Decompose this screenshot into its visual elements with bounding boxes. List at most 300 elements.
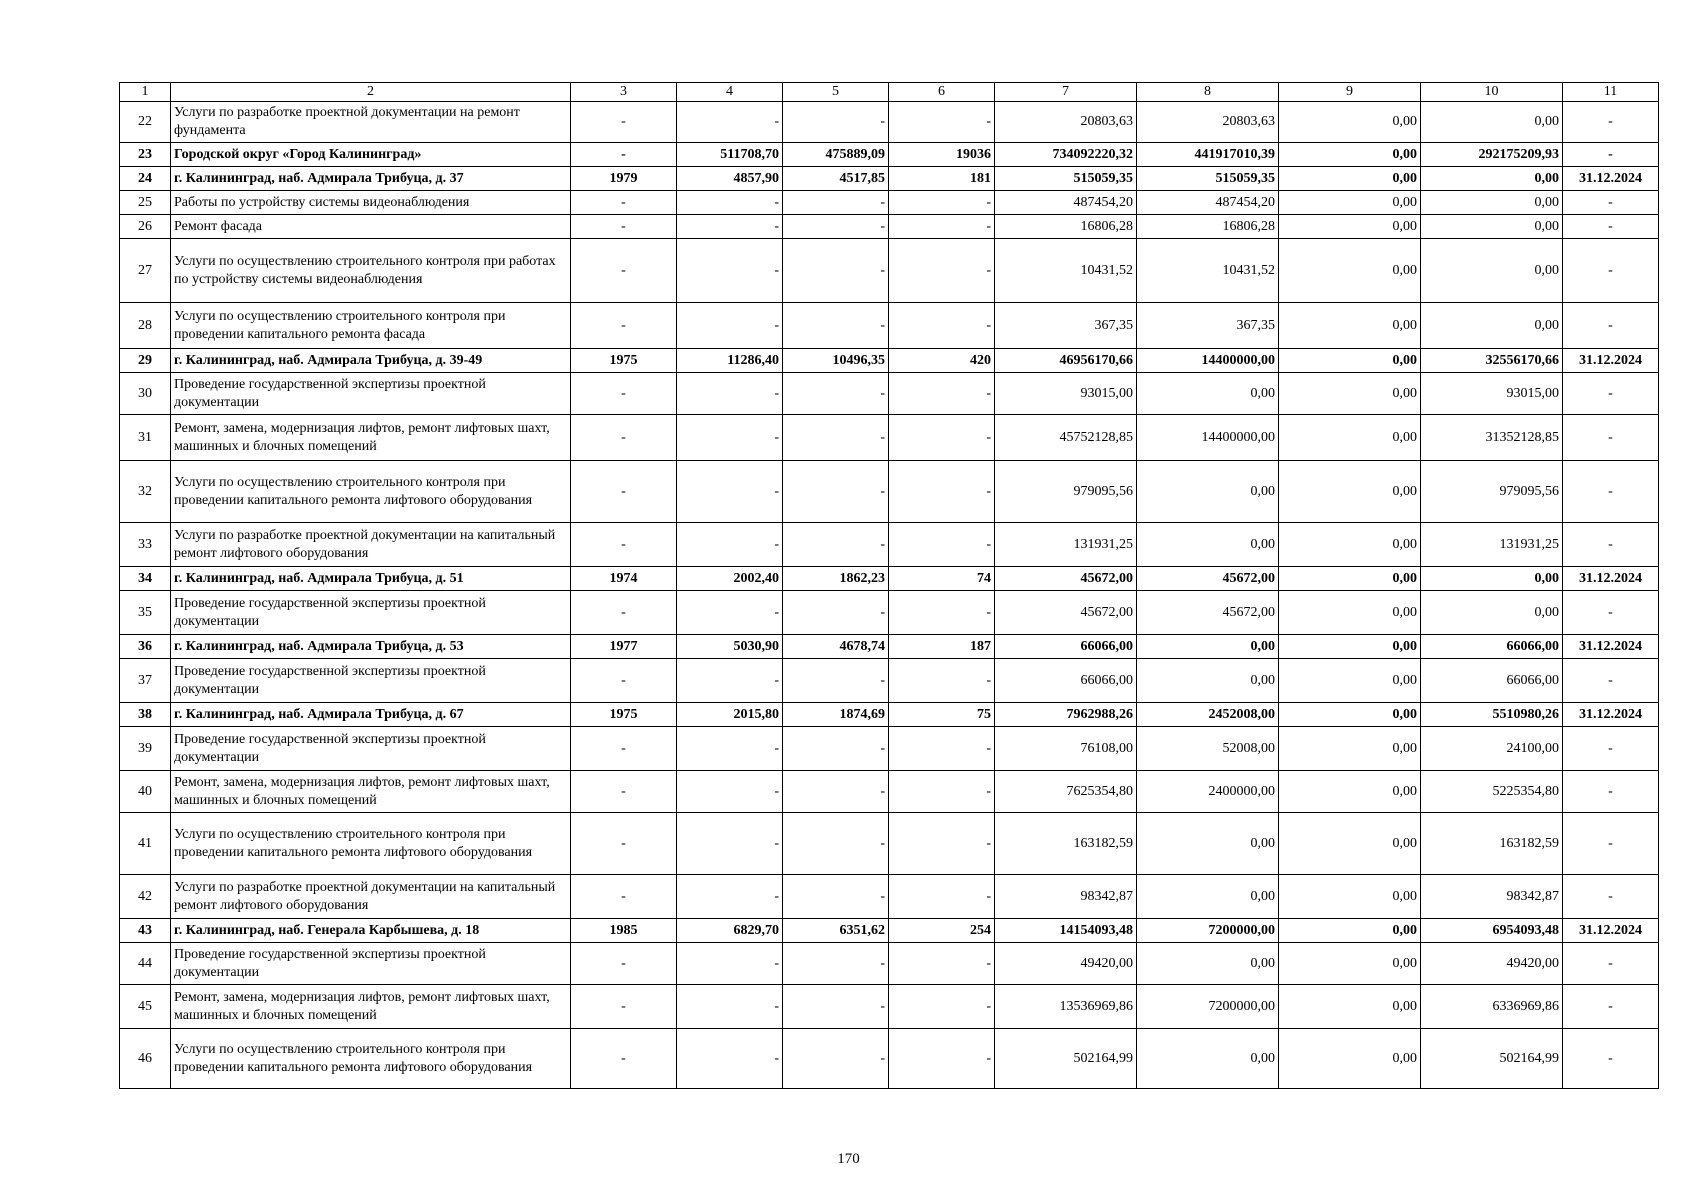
cell-residents: 19036 (889, 143, 995, 167)
cell-total-area: 11286,40 (677, 349, 783, 373)
cell-total-cost: 45672,00 (995, 591, 1137, 635)
cell-cost-budget: 0,00 (1279, 523, 1421, 567)
cell-cost-budget: 0,00 (1279, 985, 1421, 1029)
cell-row-number: 24 (120, 167, 171, 191)
cell-cost-fund: 0,00 (1137, 813, 1279, 875)
cell-living-area: - (783, 303, 889, 349)
cell-cost-budget: 0,00 (1279, 943, 1421, 985)
cell-residents: 181 (889, 167, 995, 191)
cell-living-area: 4678,74 (783, 635, 889, 659)
cell-total-area: - (677, 102, 783, 143)
cell-residents: - (889, 943, 995, 985)
cell-total-area: 2002,40 (677, 567, 783, 591)
cell-row-number: 29 (120, 349, 171, 373)
cell-total-area: - (677, 727, 783, 771)
cell-residents: 74 (889, 567, 995, 591)
cell-work-name: Услуги по разработке проектной документации на капитальный ремонт лифтового оборудования (171, 875, 571, 919)
cell-row-number: 46 (120, 1029, 171, 1089)
cell-total-cost: 16806,28 (995, 215, 1137, 239)
cell-deadline: - (1563, 1029, 1659, 1089)
cell-row-number: 42 (120, 875, 171, 919)
cell-total-area: - (677, 373, 783, 415)
cell-deadline: - (1563, 943, 1659, 985)
cell-build-year: - (571, 373, 677, 415)
cell-cost-budget: 0,00 (1279, 813, 1421, 875)
table-row-work (120, 373, 1659, 415)
cell-deadline: - (1563, 215, 1659, 239)
cell-row-number: 39 (120, 727, 171, 771)
cell-cost-owners: 98342,87 (1421, 875, 1563, 919)
cell-cost-budget: 0,00 (1279, 1029, 1421, 1089)
table-row-work (120, 813, 1659, 875)
cell-work-name: г. Калининград, наб. Адмирала Трибуца, д. 67 (171, 703, 571, 727)
cell-living-area: - (783, 415, 889, 461)
column-number-row (120, 83, 1659, 102)
cell-deadline: 31.12.2024 (1563, 635, 1659, 659)
cell-work-name: Услуги по разработке проектной документации на ремонт фундамента (171, 102, 571, 143)
page-number: 170 (837, 1151, 860, 1167)
cell-cost-budget: 0,00 (1279, 591, 1421, 635)
cell-living-area: - (783, 659, 889, 703)
cell-total-cost: 131931,25 (995, 523, 1137, 567)
table-row-object (120, 919, 1659, 943)
table-row-work (120, 523, 1659, 567)
cell-residents: - (889, 239, 995, 303)
cell-living-area: 10496,35 (783, 349, 889, 373)
cell-total-area: - (677, 303, 783, 349)
cell-deadline: - (1563, 461, 1659, 523)
table-row-object (120, 703, 1659, 727)
cell-living-area: - (783, 771, 889, 813)
cell-total-cost: 487454,20 (995, 191, 1137, 215)
cell-cost-budget: 0,00 (1279, 143, 1421, 167)
cell-total-cost: 7625354,80 (995, 771, 1137, 813)
cell-cost-fund: 0,00 (1137, 1029, 1279, 1089)
cell-build-year: - (571, 813, 677, 875)
cell-row-number: 40 (120, 771, 171, 813)
cell-cost-fund: 45672,00 (1137, 567, 1279, 591)
cell-total-cost: 10431,52 (995, 239, 1137, 303)
cell-build-year: 1985 (571, 919, 677, 943)
table-row-work (120, 985, 1659, 1029)
cell-living-area: - (783, 102, 889, 143)
cell-cost-owners: 0,00 (1421, 303, 1563, 349)
cell-living-area: - (783, 523, 889, 567)
cell-cost-fund: 10431,52 (1137, 239, 1279, 303)
cell-cost-fund: 52008,00 (1137, 727, 1279, 771)
column-number-4: 4 (677, 83, 783, 102)
cell-cost-fund: 0,00 (1137, 523, 1279, 567)
cell-build-year: - (571, 943, 677, 985)
cell-work-name: Услуги по осуществлению строительного контроля при проведении капитального ремонта фасада (171, 303, 571, 349)
cell-cost-fund: 2400000,00 (1137, 771, 1279, 813)
cell-work-name: Проведение государственной экспертизы проектной документации (171, 943, 571, 985)
cell-work-name: Проведение государственной экспертизы проектной документации (171, 659, 571, 703)
cell-build-year: - (571, 875, 677, 919)
cell-row-number: 41 (120, 813, 171, 875)
cell-row-number: 27 (120, 239, 171, 303)
cell-total-area: - (677, 239, 783, 303)
table-row-work (120, 461, 1659, 523)
table-row-work (120, 415, 1659, 461)
cell-cost-owners: 502164,99 (1421, 1029, 1563, 1089)
cell-cost-owners: 6954093,48 (1421, 919, 1563, 943)
cell-deadline: - (1563, 523, 1659, 567)
cell-residents: - (889, 659, 995, 703)
cell-deadline: - (1563, 191, 1659, 215)
cell-living-area: 1862,23 (783, 567, 889, 591)
cell-total-area: - (677, 943, 783, 985)
cell-build-year: - (571, 727, 677, 771)
column-number-11: 11 (1563, 83, 1659, 102)
cell-total-cost: 93015,00 (995, 373, 1137, 415)
cell-total-area: - (677, 215, 783, 239)
cell-cost-budget: 0,00 (1279, 919, 1421, 943)
cell-total-area: - (677, 985, 783, 1029)
cell-cost-fund: 441917010,39 (1137, 143, 1279, 167)
table-row-work (120, 875, 1659, 919)
cell-total-cost: 13536969,86 (995, 985, 1137, 1029)
cell-cost-fund: 0,00 (1137, 875, 1279, 919)
cell-cost-owners: 6336969,86 (1421, 985, 1563, 1029)
cell-cost-fund: 515059,35 (1137, 167, 1279, 191)
cell-work-name: г. Калининград, наб. Адмирала Трибуца, д. 37 (171, 167, 571, 191)
cell-living-area: - (783, 191, 889, 215)
cell-deadline: - (1563, 875, 1659, 919)
cell-total-area: 4857,90 (677, 167, 783, 191)
cell-cost-budget: 0,00 (1279, 373, 1421, 415)
column-number-3: 3 (571, 83, 677, 102)
cell-build-year: 1974 (571, 567, 677, 591)
cell-cost-owners: 5510980,26 (1421, 703, 1563, 727)
cell-cost-fund: 45672,00 (1137, 591, 1279, 635)
cell-total-cost: 502164,99 (995, 1029, 1137, 1089)
cell-work-name: г. Калининград, наб. Генерала Карбышева, д. 18 (171, 919, 571, 943)
cell-residents: - (889, 303, 995, 349)
cell-cost-budget: 0,00 (1279, 567, 1421, 591)
cell-deadline: 31.12.2024 (1563, 703, 1659, 727)
table-row-work (120, 191, 1659, 215)
capital-repair-table (119, 82, 1659, 1089)
column-number-7: 7 (995, 83, 1137, 102)
cell-build-year: 1975 (571, 703, 677, 727)
table-row-work (120, 591, 1659, 635)
cell-living-area: - (783, 239, 889, 303)
cell-build-year: 1975 (571, 349, 677, 373)
cell-total-area: - (677, 523, 783, 567)
cell-work-name: г. Калининград, наб. Адмирала Трибуца, д. 39-49 (171, 349, 571, 373)
cell-total-area: - (677, 771, 783, 813)
cell-deadline: - (1563, 143, 1659, 167)
cell-residents: 254 (889, 919, 995, 943)
table-row-work (120, 943, 1659, 985)
cell-row-number: 44 (120, 943, 171, 985)
cell-build-year: - (571, 771, 677, 813)
cell-cost-budget: 0,00 (1279, 167, 1421, 191)
cell-work-name: Проведение государственной экспертизы проектной документации (171, 591, 571, 635)
column-number-9: 9 (1279, 83, 1421, 102)
cell-cost-fund: 487454,20 (1137, 191, 1279, 215)
cell-living-area: - (783, 943, 889, 985)
cell-cost-budget: 0,00 (1279, 415, 1421, 461)
cell-total-area: - (677, 191, 783, 215)
cell-living-area: - (783, 875, 889, 919)
cell-cost-budget: 0,00 (1279, 727, 1421, 771)
cell-work-name: Услуги по осуществлению строительного контроля при проведении капитального ремонта лифтового оборудования (171, 813, 571, 875)
cell-living-area: 4517,85 (783, 167, 889, 191)
cell-total-area: 5030,90 (677, 635, 783, 659)
cell-deadline: - (1563, 985, 1659, 1029)
cell-deadline: - (1563, 659, 1659, 703)
table-row-object (120, 349, 1659, 373)
cell-cost-budget: 0,00 (1279, 349, 1421, 373)
cell-build-year: - (571, 239, 677, 303)
cell-row-number: 43 (120, 919, 171, 943)
cell-work-name: Городской округ «Город Калининград» (171, 143, 571, 167)
cell-total-area: - (677, 1029, 783, 1089)
cell-cost-fund: 2452008,00 (1137, 703, 1279, 727)
cell-cost-fund: 16806,28 (1137, 215, 1279, 239)
cell-total-cost: 367,35 (995, 303, 1137, 349)
cell-build-year: - (571, 303, 677, 349)
cell-residents: - (889, 215, 995, 239)
cell-cost-owners: 292175209,93 (1421, 143, 1563, 167)
table-row-object (120, 143, 1659, 167)
table-row-work (120, 303, 1659, 349)
cell-cost-owners: 49420,00 (1421, 943, 1563, 985)
cell-row-number: 26 (120, 215, 171, 239)
cell-cost-budget: 0,00 (1279, 635, 1421, 659)
cell-total-cost: 20803,63 (995, 102, 1137, 143)
cell-cost-owners: 0,00 (1421, 215, 1563, 239)
cell-deadline: - (1563, 373, 1659, 415)
cell-cost-owners: 0,00 (1421, 239, 1563, 303)
cell-residents: - (889, 591, 995, 635)
cell-total-cost: 7962988,26 (995, 703, 1137, 727)
column-number-2: 2 (171, 83, 571, 102)
cell-cost-budget: 0,00 (1279, 191, 1421, 215)
cell-cost-owners: 0,00 (1421, 591, 1563, 635)
cell-residents: - (889, 985, 995, 1029)
cell-work-name: Услуги по разработке проектной документации на капитальный ремонт лифтового оборудования (171, 523, 571, 567)
cell-deadline: - (1563, 239, 1659, 303)
cell-row-number: 30 (120, 373, 171, 415)
cell-total-cost: 515059,35 (995, 167, 1137, 191)
cell-cost-owners: 163182,59 (1421, 813, 1563, 875)
cell-residents: - (889, 875, 995, 919)
cell-row-number: 23 (120, 143, 171, 167)
cell-build-year: - (571, 523, 677, 567)
cell-residents: - (889, 191, 995, 215)
cell-cost-fund: 0,00 (1137, 373, 1279, 415)
cell-build-year: - (571, 215, 677, 239)
cell-residents: - (889, 771, 995, 813)
cell-living-area: - (783, 461, 889, 523)
cell-build-year: - (571, 415, 677, 461)
cell-row-number: 36 (120, 635, 171, 659)
cell-row-number: 33 (120, 523, 171, 567)
cell-work-name: Ремонт, замена, модернизация лифтов, ремонт лифтовых шахт, машинных и блочных помещений (171, 771, 571, 813)
column-number-1: 1 (120, 83, 171, 102)
cell-cost-budget: 0,00 (1279, 771, 1421, 813)
cell-cost-fund: 0,00 (1137, 635, 1279, 659)
cell-cost-fund: 14400000,00 (1137, 415, 1279, 461)
cell-total-cost: 66066,00 (995, 659, 1137, 703)
cell-deadline: 31.12.2024 (1563, 919, 1659, 943)
cell-deadline: - (1563, 727, 1659, 771)
cell-residents: - (889, 461, 995, 523)
cell-living-area: 1874,69 (783, 703, 889, 727)
cell-deadline: - (1563, 102, 1659, 143)
cell-cost-fund: 0,00 (1137, 943, 1279, 985)
cell-cost-fund: 0,00 (1137, 659, 1279, 703)
cell-total-area: - (677, 461, 783, 523)
cell-work-name: Услуги по осуществлению строительного контроля при работах по устройству системы видеонаблюдения (171, 239, 571, 303)
cell-total-cost: 45752128,85 (995, 415, 1137, 461)
cell-residents: 187 (889, 635, 995, 659)
cell-deadline: 31.12.2024 (1563, 167, 1659, 191)
cell-total-area: - (677, 591, 783, 635)
cell-build-year: 1977 (571, 635, 677, 659)
cell-cost-owners: 0,00 (1421, 167, 1563, 191)
cell-residents: - (889, 523, 995, 567)
cell-work-name: Работы по устройству системы видеонаблюдения (171, 191, 571, 215)
cell-residents: - (889, 1029, 995, 1089)
cell-build-year: - (571, 659, 677, 703)
cell-row-number: 28 (120, 303, 171, 349)
cell-work-name: Проведение государственной экспертизы проектной документации (171, 373, 571, 415)
cell-deadline: - (1563, 591, 1659, 635)
cell-row-number: 32 (120, 461, 171, 523)
cell-deadline: 31.12.2024 (1563, 349, 1659, 373)
cell-cost-budget: 0,00 (1279, 875, 1421, 919)
cell-total-area: 511708,70 (677, 143, 783, 167)
cell-build-year: - (571, 102, 677, 143)
cell-cost-owners: 66066,00 (1421, 659, 1563, 703)
table-row-work (120, 239, 1659, 303)
cell-residents: - (889, 813, 995, 875)
cell-row-number: 34 (120, 567, 171, 591)
cell-build-year: - (571, 1029, 677, 1089)
cell-living-area: - (783, 373, 889, 415)
cell-residents: 75 (889, 703, 995, 727)
cell-living-area: - (783, 727, 889, 771)
cell-cost-owners: 5225354,80 (1421, 771, 1563, 813)
cell-total-area: 6829,70 (677, 919, 783, 943)
table-row-object (120, 567, 1659, 591)
cell-total-cost: 49420,00 (995, 943, 1137, 985)
cell-residents: - (889, 102, 995, 143)
cell-work-name: Ремонт, замена, модернизация лифтов, ремонт лифтовых шахт, машинных и блочных помещений (171, 985, 571, 1029)
column-number-6: 6 (889, 83, 995, 102)
cell-cost-owners: 66066,00 (1421, 635, 1563, 659)
cell-build-year: - (571, 461, 677, 523)
table-row-work (120, 102, 1659, 143)
cell-build-year: - (571, 143, 677, 167)
table-row-work (120, 727, 1659, 771)
cell-row-number: 22 (120, 102, 171, 143)
cell-cost-budget: 0,00 (1279, 239, 1421, 303)
table-body (120, 83, 1659, 1089)
cell-living-area: - (783, 1029, 889, 1089)
cell-cost-owners: 0,00 (1421, 191, 1563, 215)
cell-living-area: - (783, 215, 889, 239)
cell-cost-owners: 93015,00 (1421, 373, 1563, 415)
cell-work-name: г. Калининград, наб. Адмирала Трибуца, д. 51 (171, 567, 571, 591)
cell-total-area: - (677, 875, 783, 919)
cell-cost-fund: 14400000,00 (1137, 349, 1279, 373)
cell-living-area: 6351,62 (783, 919, 889, 943)
cell-residents: - (889, 415, 995, 461)
cell-cost-budget: 0,00 (1279, 659, 1421, 703)
cell-deadline: - (1563, 813, 1659, 875)
cell-row-number: 35 (120, 591, 171, 635)
table-row-work (120, 659, 1659, 703)
cell-work-name: Проведение государственной экспертизы проектной документации (171, 727, 571, 771)
cell-living-area: 475889,09 (783, 143, 889, 167)
cell-cost-budget: 0,00 (1279, 215, 1421, 239)
column-number-8: 8 (1137, 83, 1279, 102)
cell-deadline: - (1563, 303, 1659, 349)
cell-cost-budget: 0,00 (1279, 703, 1421, 727)
cell-cost-fund: 7200000,00 (1137, 919, 1279, 943)
cell-work-name: Услуги по осуществлению строительного контроля при проведении капитального ремонта лифтового оборудования (171, 1029, 571, 1089)
cell-total-area: - (677, 813, 783, 875)
cell-cost-owners: 32556170,66 (1421, 349, 1563, 373)
cell-deadline: - (1563, 771, 1659, 813)
cell-residents: 420 (889, 349, 995, 373)
column-number-10: 10 (1421, 83, 1563, 102)
cell-total-cost: 46956170,66 (995, 349, 1137, 373)
cell-total-cost: 76108,00 (995, 727, 1137, 771)
cell-total-cost: 66066,00 (995, 635, 1137, 659)
cell-cost-owners: 0,00 (1421, 102, 1563, 143)
cell-cost-owners: 131931,25 (1421, 523, 1563, 567)
cell-build-year: - (571, 191, 677, 215)
cell-living-area: - (783, 591, 889, 635)
cell-total-cost: 45672,00 (995, 567, 1137, 591)
cell-residents: - (889, 373, 995, 415)
cell-work-name: Услуги по осуществлению строительного контроля при проведении капитального ремонта лифтового оборудования (171, 461, 571, 523)
cell-build-year: - (571, 591, 677, 635)
cell-deadline: 31.12.2024 (1563, 567, 1659, 591)
cell-cost-owners: 31352128,85 (1421, 415, 1563, 461)
table-row-object (120, 635, 1659, 659)
cell-cost-fund: 20803,63 (1137, 102, 1279, 143)
cell-cost-owners: 979095,56 (1421, 461, 1563, 523)
cell-row-number: 31 (120, 415, 171, 461)
cell-cost-fund: 7200000,00 (1137, 985, 1279, 1029)
cell-living-area: - (783, 813, 889, 875)
cell-work-name: г. Калининград, наб. Адмирала Трибуца, д. 53 (171, 635, 571, 659)
cell-row-number: 45 (120, 985, 171, 1029)
cell-residents: - (889, 727, 995, 771)
cell-row-number: 37 (120, 659, 171, 703)
cell-total-cost: 979095,56 (995, 461, 1137, 523)
cell-total-cost: 98342,87 (995, 875, 1137, 919)
cell-total-area: - (677, 659, 783, 703)
cell-total-cost: 14154093,48 (995, 919, 1137, 943)
column-number-5: 5 (783, 83, 889, 102)
cell-deadline: - (1563, 415, 1659, 461)
table-row-work (120, 215, 1659, 239)
cell-cost-budget: 0,00 (1279, 303, 1421, 349)
cell-row-number: 25 (120, 191, 171, 215)
cell-work-name: Ремонт, замена, модернизация лифтов, ремонт лифтовых шахт, машинных и блочных помещений (171, 415, 571, 461)
cell-cost-owners: 0,00 (1421, 567, 1563, 591)
cell-cost-owners: 24100,00 (1421, 727, 1563, 771)
table-row-work (120, 1029, 1659, 1089)
